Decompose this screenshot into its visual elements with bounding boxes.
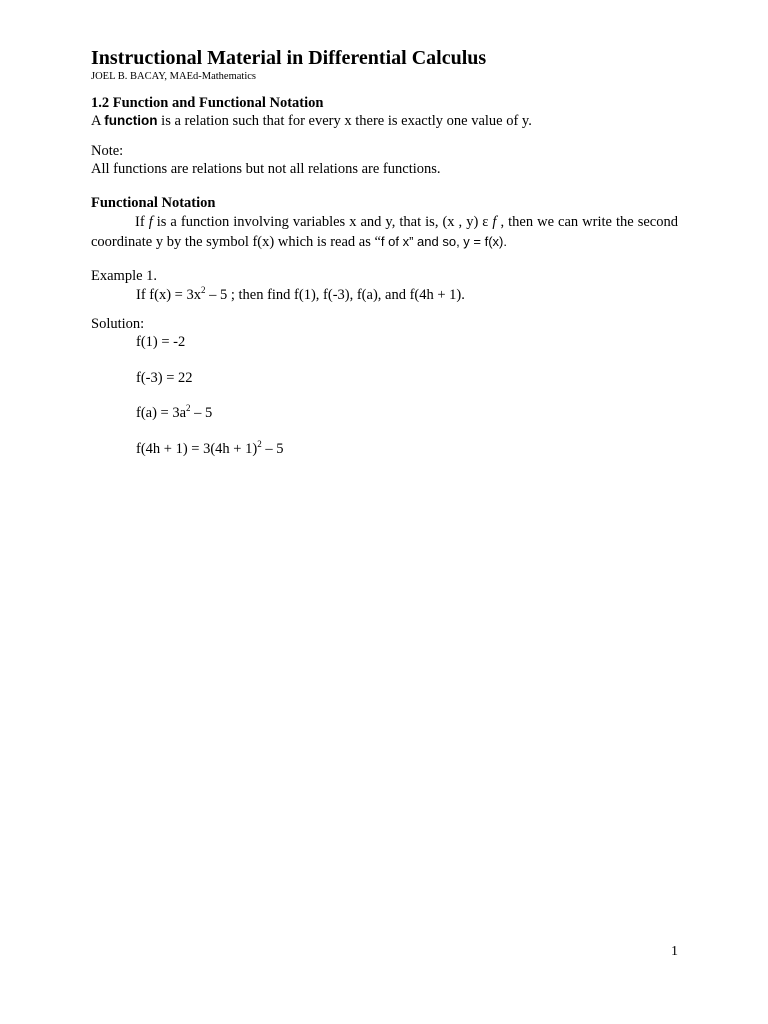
definition-term: function (104, 113, 158, 128)
functional-notation-paragraph: If f is a function involving variables x and y, that is, (x , y) ε f , then we can write the second coordinate y by the symbol f(x) which is read as “f of x” and so, y = f(x). (91, 214, 678, 250)
example-statement: If $f(x) = 3x^2 - 5$ ; then find f(1), f(-3), f(a), and f(4h + 1). (136, 285, 465, 303)
solution-line-2: f(-3) = 22 (136, 370, 193, 386)
solution-line-4: $f(4h + 1) = 3(4h + 1)^2 - 5$ (136, 439, 284, 457)
note-text: All functions are relations but not all relations are functions. (91, 161, 441, 177)
f-symbol: f (492, 214, 497, 230)
section-heading: 1.2 Function and Functional Notation (91, 95, 324, 111)
definition-prefix: A (91, 113, 105, 129)
f-of-x-quote: f of x (380, 234, 410, 249)
note-label: Note: (91, 143, 124, 159)
solution-line-3: $f(a) = 3a^2 - 5$ (136, 403, 213, 421)
functional-notation-heading: Functional Notation (91, 195, 216, 211)
example-label: Example 1. (91, 268, 158, 284)
solution-line-1: f(1) = -2 (136, 334, 186, 350)
definition-line (91, 112, 532, 130)
solution-label: Solution: (91, 316, 145, 332)
page-number: 1 (671, 944, 678, 959)
author-line: JOEL B. BACAY, MAEd-Mathematics (91, 71, 256, 82)
definition-rest: is a relation such that for every x there is exactly one value of y. (157, 113, 532, 129)
f-symbol: f (148, 214, 153, 230)
document-title: Instructional Material in Differential Calculus (91, 47, 487, 69)
